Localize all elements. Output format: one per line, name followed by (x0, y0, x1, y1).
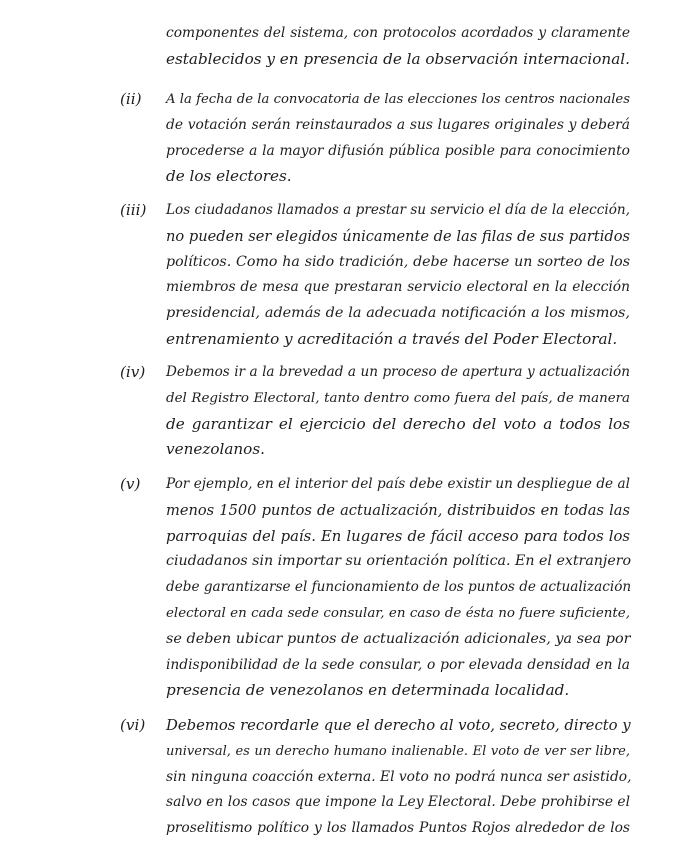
list-marker: (vi) (120, 716, 146, 734)
text-line: parroquias del país. En lugares de fácil acceso para todos los (166, 527, 630, 545)
text-line: menos 1500 puntos de actualización, distribuidos en todas las (166, 501, 630, 519)
text-line: Debemos ir a la brevedad a un proceso de apertura y actualización (166, 364, 630, 380)
text-line: procederse a la mayor difusión pública posible para conocimiento (166, 142, 630, 159)
text-line: entrenamiento y acreditación a través del Poder Electoral. (166, 329, 618, 348)
list-marker: (iv) (120, 363, 146, 381)
list-marker: (v) (120, 475, 141, 493)
paragraph-body (166, 472, 630, 704)
text-line: políticos. Como ha sido tradición, debe hacerse un sorteo de los (166, 253, 630, 270)
text-line: ciudadanos sin importar su orientación política. En el extranjero (166, 553, 632, 570)
paragraph-body (166, 360, 630, 463)
paragraph-body (166, 21, 630, 73)
text-line: Por ejemplo, en el interior del país debe existir un despliegue de al (166, 476, 630, 492)
text-line: indisponibilidad de la sede consular, o por elevada densidad en la (166, 656, 630, 673)
text-line: presidencial, además de la adecuada notificación a los mismos, (166, 305, 630, 322)
text-line: miembros de mesa que prestaran servicio electoral en la elección (166, 279, 630, 296)
text-line: salvo en los casos que impone la Ley Electoral. Debe prohibirse el (166, 794, 630, 811)
text-line: de garantizar el ejercicio del derecho del voto a todos los (166, 414, 630, 433)
text-line: electoral en cada sede consular, en caso de ésta no fuere suficiente, (166, 605, 630, 621)
text-line: sin ninguna coacción externa. El voto no podrá nunca ser asistido, (166, 768, 632, 785)
text-line: del Registro Electoral, tanto dentro como fuera del país, de manera (166, 390, 630, 406)
text-line: de los electores. (166, 167, 292, 186)
paragraph-body (166, 713, 630, 842)
text-line: proselitismo político y los llamados Puntos Rojos alrededor de los (166, 820, 630, 837)
list-marker: (iii) (120, 201, 147, 219)
text-line: componentes del sistema, con protocolos acordados y claramente (166, 25, 630, 41)
text-line: establecidos y en presencia de la observación internacional. (166, 49, 630, 68)
list-marker: (ii) (120, 90, 142, 108)
paragraph-body (166, 87, 630, 190)
text-line: universal, es un derecho humano inalienable. El voto de ver ser libre, (166, 743, 630, 759)
text-line: venezolanos. (166, 440, 265, 459)
text-line: Los ciudadanos llamados a prestar su servicio el día de la elección, (166, 202, 630, 218)
text-line: no pueden ser elegidos únicamente de las filas de sus partidos (166, 227, 630, 245)
text-line: Debemos recordarle que el derecho al voto, secreto, directo y (166, 717, 631, 734)
text-line: presencia de venezolanos en determinada localidad. (166, 681, 570, 700)
text-line: debe garantizarse el funcionamiento de los puntos de actualización (166, 579, 632, 596)
text-line: de votación serán reinstaurados a sus lugares originales y deberá (166, 116, 630, 133)
text-line: A la fecha de la convocatoria de las elecciones los centros nacionales (166, 92, 630, 107)
text-line: se deben ubicar puntos de actualización adicionales, ya sea por (166, 630, 631, 647)
paragraph-body (166, 198, 630, 353)
